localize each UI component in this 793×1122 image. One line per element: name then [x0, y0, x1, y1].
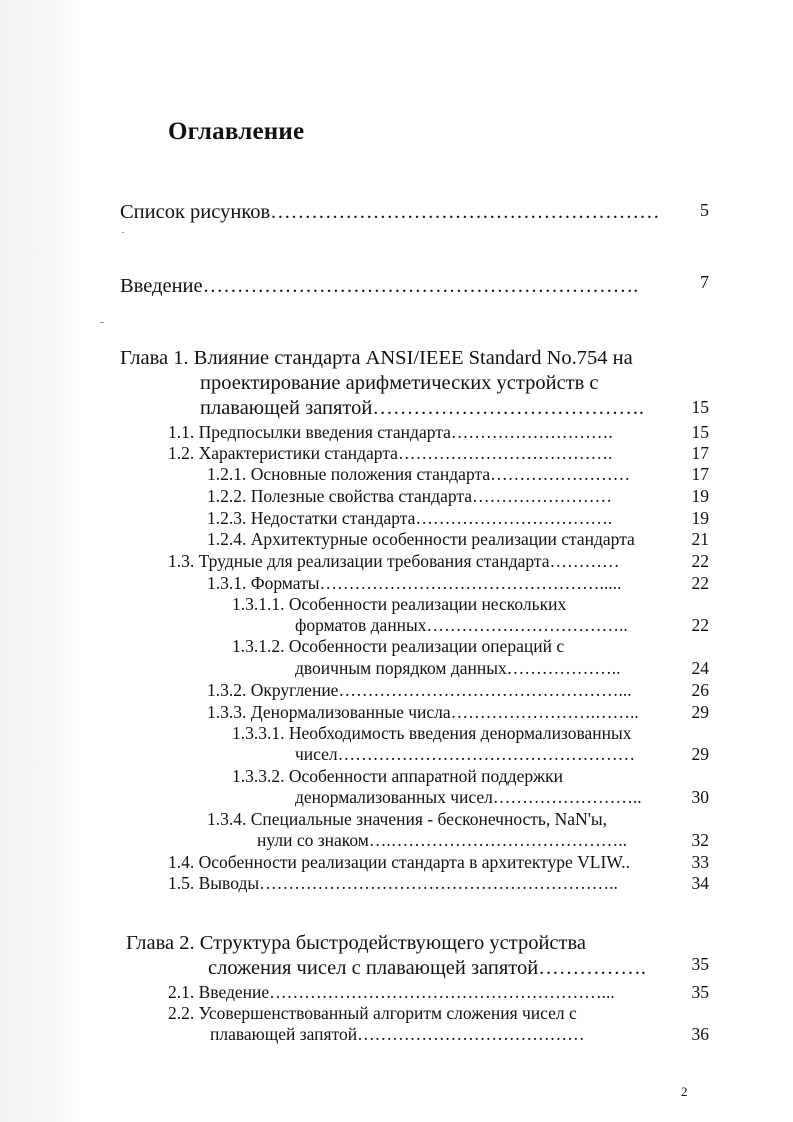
toc-page-number: 5: [700, 200, 709, 220]
toc-entry: 1.2. Характеристики стандарта……………………………….: [168, 443, 613, 463]
toc-chapter-2-title: Глава 2. Структура быстродействующего устройства: [126, 932, 586, 954]
toc-page-number: 30: [691, 787, 709, 807]
toc-page-number: 15: [691, 422, 709, 442]
toc-page-number: 22: [691, 573, 709, 593]
toc-page-number: 29: [691, 744, 709, 764]
toc-page-number: 17: [691, 443, 709, 463]
page-title: Оглавление: [168, 118, 305, 145]
toc-page-number: 36: [691, 1024, 709, 1044]
toc-entry: 2.1. Введение…………………………………………………...: [168, 982, 615, 1002]
toc-page-number: 22: [691, 551, 709, 571]
toc-page-number: 35: [691, 954, 709, 974]
toc-chapter-1-title-cont: плавающей запятой………………………………….: [200, 397, 644, 419]
toc-entry: 1.4. Особенности реализации стандарта в архитектуре VLIW..: [168, 852, 630, 872]
page-number: 2: [681, 1084, 688, 1099]
toc-entry-introduction: Введение……………………………………………………….: [120, 275, 639, 297]
toc-entry: 1.3.3.1. Необходимость введения денормализованных: [232, 723, 632, 743]
toc-chapter-2-title-cont: сложения чисел с плавающей запятой…………….: [208, 957, 646, 979]
toc-page-number: 29: [691, 702, 709, 722]
toc-entry-cont: форматов данных……………………………..: [295, 615, 628, 635]
toc-entry: 1.3.4. Специальные значения - бесконечность, NaN'ы,: [207, 809, 607, 829]
toc-entry: 1.2.1. Основные положения стандарта……………………: [207, 464, 631, 484]
toc-page-number: 7: [700, 272, 709, 292]
toc-entry: 1.2.4. Архитектурные особенности реализации стандарта: [207, 529, 635, 549]
toc-entry-cont: чисел……………………………………………: [295, 744, 636, 764]
toc-entry: 1.3.1. Форматы………………………………………….....: [207, 573, 622, 593]
toc-entry: 1.2.2. Полезные свойства стандарта……………………: [207, 486, 612, 506]
toc-page-number: 19: [691, 486, 709, 506]
toc-entry: 1.3.1.1. Особенности реализации нескольких: [232, 594, 567, 614]
toc-entry-list-of-figures: Список рисунков…………………………………………………: [120, 201, 660, 223]
toc-page-number: 26: [691, 680, 709, 700]
toc-page-number: 35: [691, 982, 709, 1002]
scan-page-edge: [0, 0, 78, 1122]
toc-entry: 2.2. Усовершенствованный алгоритм сложения чисел с: [168, 1003, 577, 1023]
toc-page-number: 17: [691, 464, 709, 484]
scan-speck: [100, 322, 104, 323]
toc-page-number: 33: [691, 852, 709, 872]
toc-entry-cont: двоичным порядком данных………………..: [295, 658, 621, 678]
toc-page-number: 21: [691, 529, 709, 549]
toc-entry: 1.2.3. Недостатки стандарта…………………………….: [207, 508, 613, 528]
scan-speck: [122, 232, 124, 233]
toc-entry-cont: денормализованных чисел……………………..: [295, 787, 642, 807]
toc-entry: 1.3.2. Округление…………………………………………...: [207, 680, 632, 700]
toc-chapter-1-title: Глава 1. Влияние стандарта ANSI/IEEE Standard No.754 на: [120, 347, 633, 369]
toc-page-number: 24: [691, 658, 709, 678]
toc-entry-cont: нули со знаком….…………………………………..: [257, 830, 627, 850]
toc-page-number: 15: [691, 397, 709, 417]
toc-entry: 1.1. Предпосылки введения стандарта……………………….: [168, 422, 613, 442]
toc-page-number: 22: [691, 615, 709, 635]
toc-entry: 1.5. Выводы……………………………………………………..: [168, 873, 618, 893]
toc-entry: 1.3.3.2. Особенности аппаратной поддержки: [232, 766, 564, 786]
toc-entry-cont: плавающей запятой…………………………………: [210, 1024, 585, 1044]
toc-chapter-1-title-cont: проектирование арифметических устройств с: [200, 372, 599, 394]
toc-entry: 1.3.1.2. Особенности реализации операций с: [232, 636, 565, 656]
toc-page-number: 19: [691, 508, 709, 528]
toc-entry: 1.3. Трудные для реализации требования стандарта…………: [168, 551, 620, 571]
toc-page-number: 34: [691, 873, 709, 893]
toc-entry: 1.3.3. Денормализованные числа…………………….……..: [207, 702, 639, 722]
toc-page-number: 32: [691, 830, 709, 850]
